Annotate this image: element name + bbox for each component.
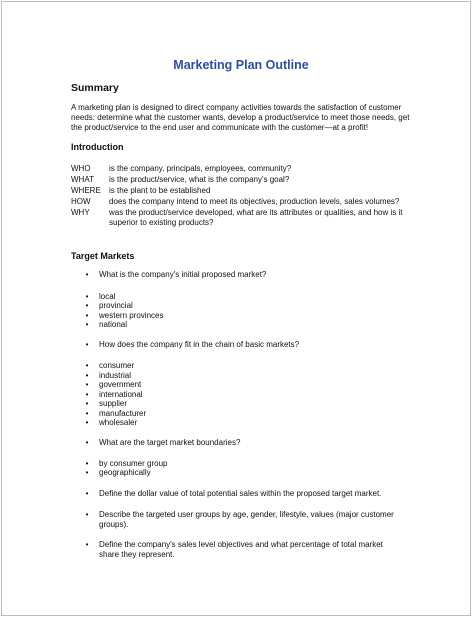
summary-heading: Summary [71, 82, 119, 94]
bullet-icon: • [85, 489, 89, 498]
intro-value: was the product/service developed, what are its attributes or qualities, and how is it superior to existing products? [109, 208, 403, 227]
list-item-text: Define the dollar value of total potential sales within the proposed target market. [99, 489, 382, 498]
bullet-icon: • [85, 340, 89, 349]
intro-value: does the company intend to meet its objectives, production levels, sales volumes? [109, 197, 400, 206]
list-item-text: How does the company fit in the chain of basic markets? [99, 340, 300, 349]
list-item-text: by consumer group [99, 459, 168, 468]
bullet-icon: • [85, 270, 89, 279]
intro-key: WHERE [71, 186, 101, 195]
bullet-icon: • [85, 390, 89, 399]
list-item-text: national [99, 320, 128, 329]
list-item-text: geographically [99, 468, 151, 477]
list-item-text: Describe the targeted user groups by age, gender, lifestyle, values (major customer groups). [99, 510, 394, 529]
list-item-text: What are the target market boundaries? [99, 438, 241, 447]
intro-key: WHY [71, 208, 90, 217]
bullet-icon: • [85, 438, 89, 447]
document-title: Marketing Plan Outline [173, 58, 309, 72]
bullet-icon: • [85, 292, 89, 301]
list-item-text: western provinces [99, 311, 164, 320]
bullet-icon: • [85, 301, 89, 310]
bullet-icon: • [85, 399, 89, 408]
document-page [1, 1, 471, 616]
bullet-icon: • [85, 510, 89, 519]
introduction-heading: Introduction [71, 142, 124, 152]
intro-value: is the company, principals, employees, community? [109, 164, 292, 173]
bullet-icon: • [85, 540, 89, 549]
list-item-text: industrial [99, 371, 132, 380]
bullet-icon: • [85, 371, 89, 380]
intro-value: is the plant to be established [109, 186, 211, 195]
list-item-text: consumer [99, 361, 135, 370]
bullet-icon: • [85, 409, 89, 418]
list-item-text: wholesaler [99, 418, 138, 427]
list-item-text: manufacturer [99, 409, 147, 418]
bullet-icon: • [85, 468, 89, 477]
list-item-text: local [99, 292, 116, 301]
list-item-text: What is the company's initial proposed market? [99, 270, 267, 279]
bullet-icon: • [85, 459, 89, 468]
intro-key: WHO [71, 164, 91, 173]
bullet-icon: • [85, 380, 89, 389]
list-item-text: supplier [99, 399, 128, 408]
summary-text: A marketing plan is designed to direct company activities towards the satisfaction of customer needs: determine what the customer wants, develop a product/service to meet those needs, get the product/service to the end user and communicate with the customer—at a profit! [71, 103, 410, 132]
bullet-icon: • [85, 418, 89, 427]
bullet-icon: • [85, 320, 89, 329]
intro-key: HOW [71, 197, 91, 206]
list-item-text: government [99, 380, 142, 389]
bullet-icon: • [85, 361, 89, 370]
list-item-text: provincial [99, 301, 133, 310]
intro-key: WHAT [71, 175, 94, 184]
list-item-text: Define the company's sales level objectives and what percentage of total market share they represent. [99, 540, 383, 559]
target-markets-heading: Target Markets [71, 251, 135, 261]
intro-value: is the product/service, what is the company's goal? [109, 175, 290, 184]
list-item-text: international [99, 390, 143, 399]
bullet-icon: • [85, 311, 89, 320]
